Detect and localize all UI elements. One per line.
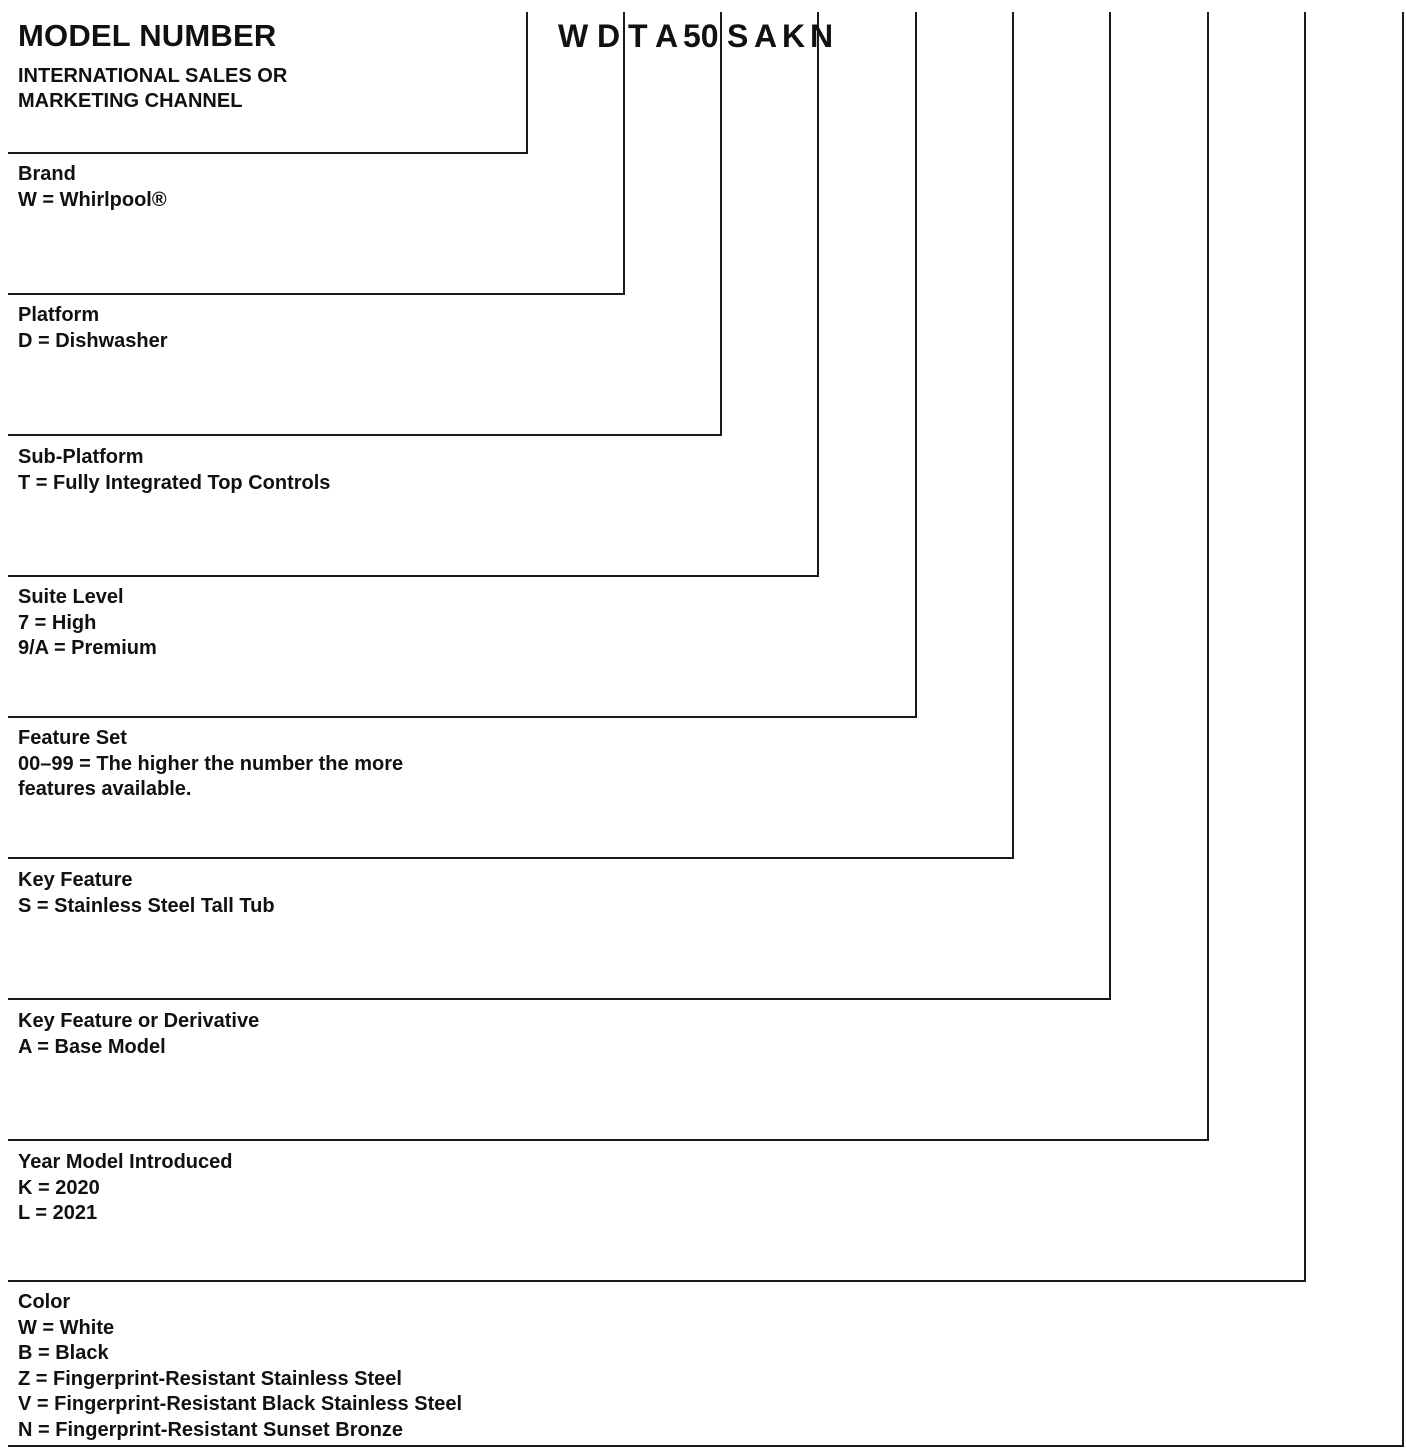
section-code-line: W = Whirlpool® — [18, 188, 167, 211]
section-key-feature — [18, 868, 275, 919]
section-platform — [18, 303, 168, 354]
section-code-line: S = Stainless Steel Tall Tub — [18, 894, 275, 917]
model-code-character: 50 — [683, 18, 719, 54]
model-code-character: K — [782, 18, 806, 54]
model-code-character: W — [558, 18, 589, 54]
section-label: Brand — [18, 163, 76, 185]
section-key-feature-or-derivative — [18, 1009, 259, 1060]
model-code-character: T — [628, 18, 648, 54]
section-code-line: 9/A = Premium — [18, 637, 157, 659]
section-code-line: Z = Fingerprint-Resistant Stainless Steel — [18, 1367, 402, 1390]
subtitle-line: MARKETING CHANNEL — [18, 90, 243, 112]
section-label: Key Feature or Derivative — [18, 1010, 260, 1032]
section-code-line: W = White — [18, 1316, 115, 1339]
section-label: Year Model Introduced — [18, 1151, 233, 1173]
section-code-line: 00–99 = The higher the number the more — [18, 752, 404, 775]
section-code-line: 7 = High — [18, 611, 97, 634]
section-feature-set — [18, 726, 403, 803]
section-color — [18, 1290, 462, 1443]
section-label: Key Feature — [18, 869, 133, 891]
model-code-character: A — [655, 18, 679, 54]
model-code-character: A — [754, 18, 778, 54]
section-code-line: A = Base Model — [18, 1035, 166, 1058]
section-code-line: T = Fully Integrated Top Controls — [18, 471, 331, 494]
section-label: Suite Level — [18, 586, 124, 608]
model-code-character: D — [597, 18, 621, 54]
section-code-line: L = 2021 — [18, 1202, 98, 1224]
section-label: Sub-Platform — [18, 446, 144, 468]
model-code-character: S — [727, 18, 749, 54]
section-brand — [18, 162, 167, 213]
section-sub-platform — [18, 445, 330, 496]
section-code-line: features available. — [18, 778, 192, 800]
diagram-subtitle — [18, 64, 338, 114]
section-code-line: K = 2020 — [18, 1176, 100, 1199]
model-code-character: N — [810, 18, 834, 54]
section-label: Platform — [18, 304, 100, 326]
diagram-title: MODEL NUMBER — [18, 18, 277, 53]
section-code-line: B = Black — [18, 1342, 109, 1364]
section-year-model-introduced — [18, 1150, 232, 1227]
section-label: Color — [18, 1291, 71, 1313]
section-label: Feature Set — [18, 727, 127, 749]
section-code-line: N = Fingerprint-Resistant Sunset Bronze — [18, 1418, 404, 1441]
section-code-line: D = Dishwasher — [18, 329, 168, 352]
section-suite-level — [18, 585, 157, 662]
section-code-line: V = Fingerprint-Resistant Black Stainless Steel — [18, 1393, 463, 1415]
subtitle-line: INTERNATIONAL SALES OR — [18, 65, 288, 87]
